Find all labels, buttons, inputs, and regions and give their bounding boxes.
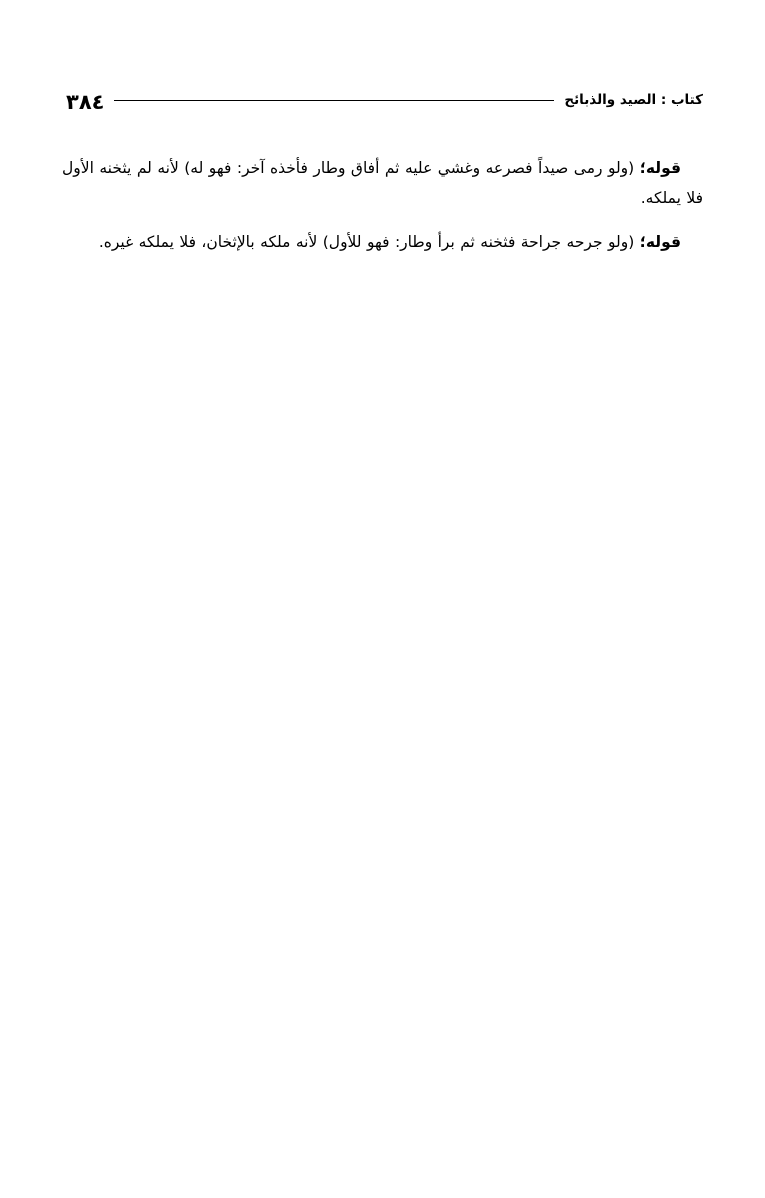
paragraph-1 [62,153,703,213]
paragraph-1-text: (ولو رمى صيداً فصرعه وغشي عليه ثم أفاق وطار فأخذه آخر: فهو له) لأنه لم يثخنه الأول فلا يملكه. [62,159,703,208]
book-title: كتاب : الصيد والذبائح [564,92,703,109]
page-header [62,85,703,119]
header-rule-divider [114,100,554,101]
paragraph-2 [62,227,703,257]
body-content [62,153,703,1132]
paragraph-2-text: (ولو جرحه جراحة فثخنه ثم برأ وطار: فهو للأول) لأنه ملكه بالإثخان، فلا يملكه غيره. [98,233,635,252]
paragraph-2-lemma: قوله؛ [639,233,681,252]
paragraph-1-lemma: قوله؛ [639,159,681,177]
page-number: ٣٨٤ [66,89,105,114]
blank-page-area [62,272,703,1132]
